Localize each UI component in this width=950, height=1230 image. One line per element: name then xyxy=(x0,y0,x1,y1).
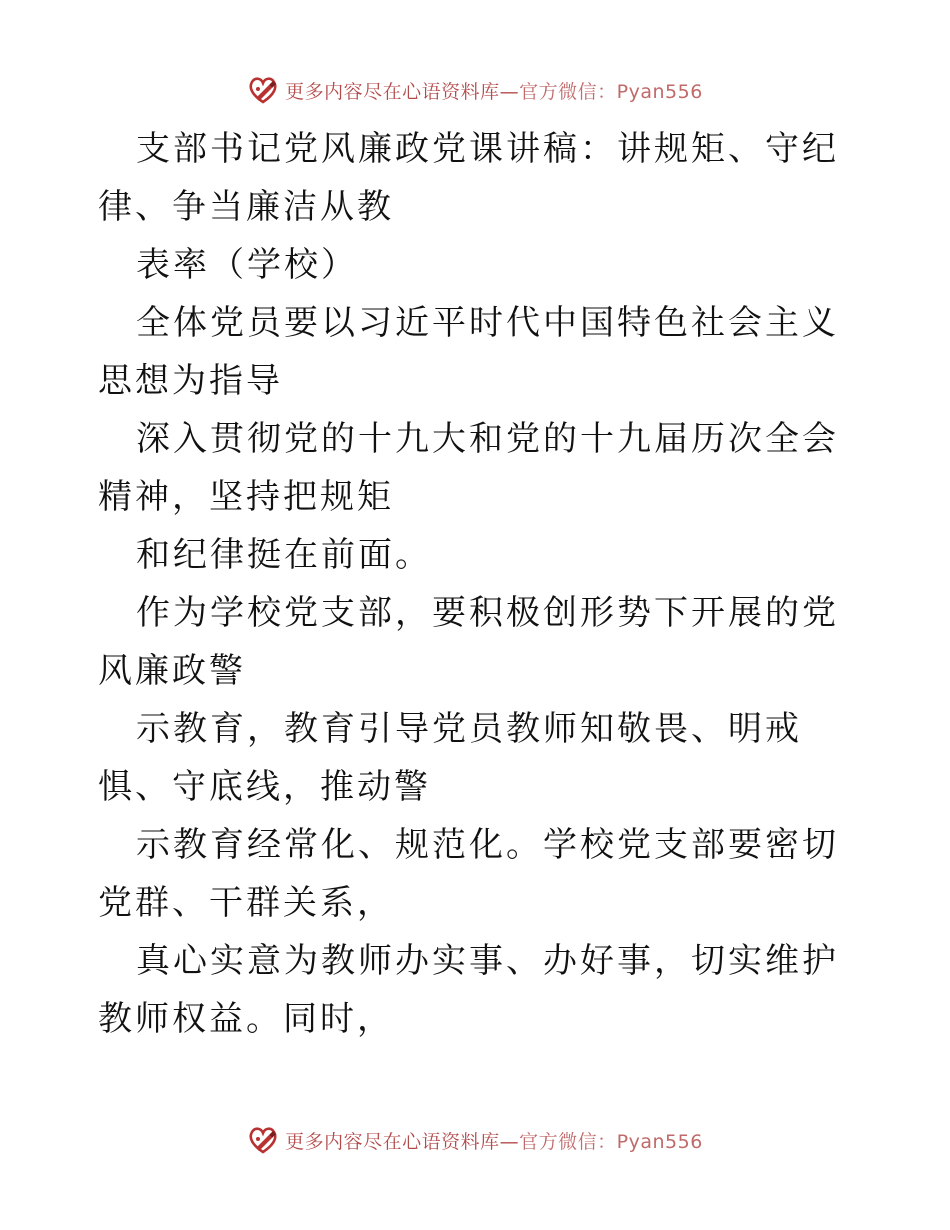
banner-wechat-text: 官方微信：Pyan556 xyxy=(519,80,703,103)
paragraph-title: 支部书记党风廉政党课讲稿：讲规矩、守纪律、争当廉洁从教 xyxy=(98,129,839,227)
paragraph-title-cont: 表率（学校） xyxy=(136,245,358,285)
paragraph: 深入贯彻党的十九大和党的十九届历次全会精神，坚持把规矩 xyxy=(98,419,839,517)
banner-dash: — xyxy=(499,1130,520,1153)
paragraph: 和纪律挺在前面。 xyxy=(136,535,432,575)
paragraph: 示教育，教育引导党员教师知敬畏、明戒惧、守底线，推动警 xyxy=(98,709,802,807)
banner-main-text: 更多内容尽在心语资料库 xyxy=(285,80,500,103)
paragraph: 作为学校党支部，要积极创形势下开展的党风廉政警 xyxy=(98,593,839,691)
heart-pen-logo-icon xyxy=(247,74,279,106)
paragraph: 真心实意为教师办实事、办好事，切实维护教师权益。同时， xyxy=(98,941,839,1039)
banner-dash: — xyxy=(499,80,520,103)
banner-main-text: 更多内容尽在心语资料库 xyxy=(285,1130,500,1153)
paragraph: 全体党员要以习近平时代中国特色社会主义思想为指导 xyxy=(98,303,839,401)
paragraph: 示教育经常化、规范化。学校党支部要密切党群、干群关系， xyxy=(98,825,839,923)
banner-label xyxy=(285,1127,703,1154)
heart-pen-logo-icon xyxy=(247,1124,279,1156)
footer-watermark-banner xyxy=(0,1120,950,1160)
banner-label xyxy=(285,77,703,104)
header-watermark-banner xyxy=(0,70,950,110)
banner-wechat-text: 官方微信：Pyan556 xyxy=(519,1130,703,1153)
document-body xyxy=(98,120,858,1048)
